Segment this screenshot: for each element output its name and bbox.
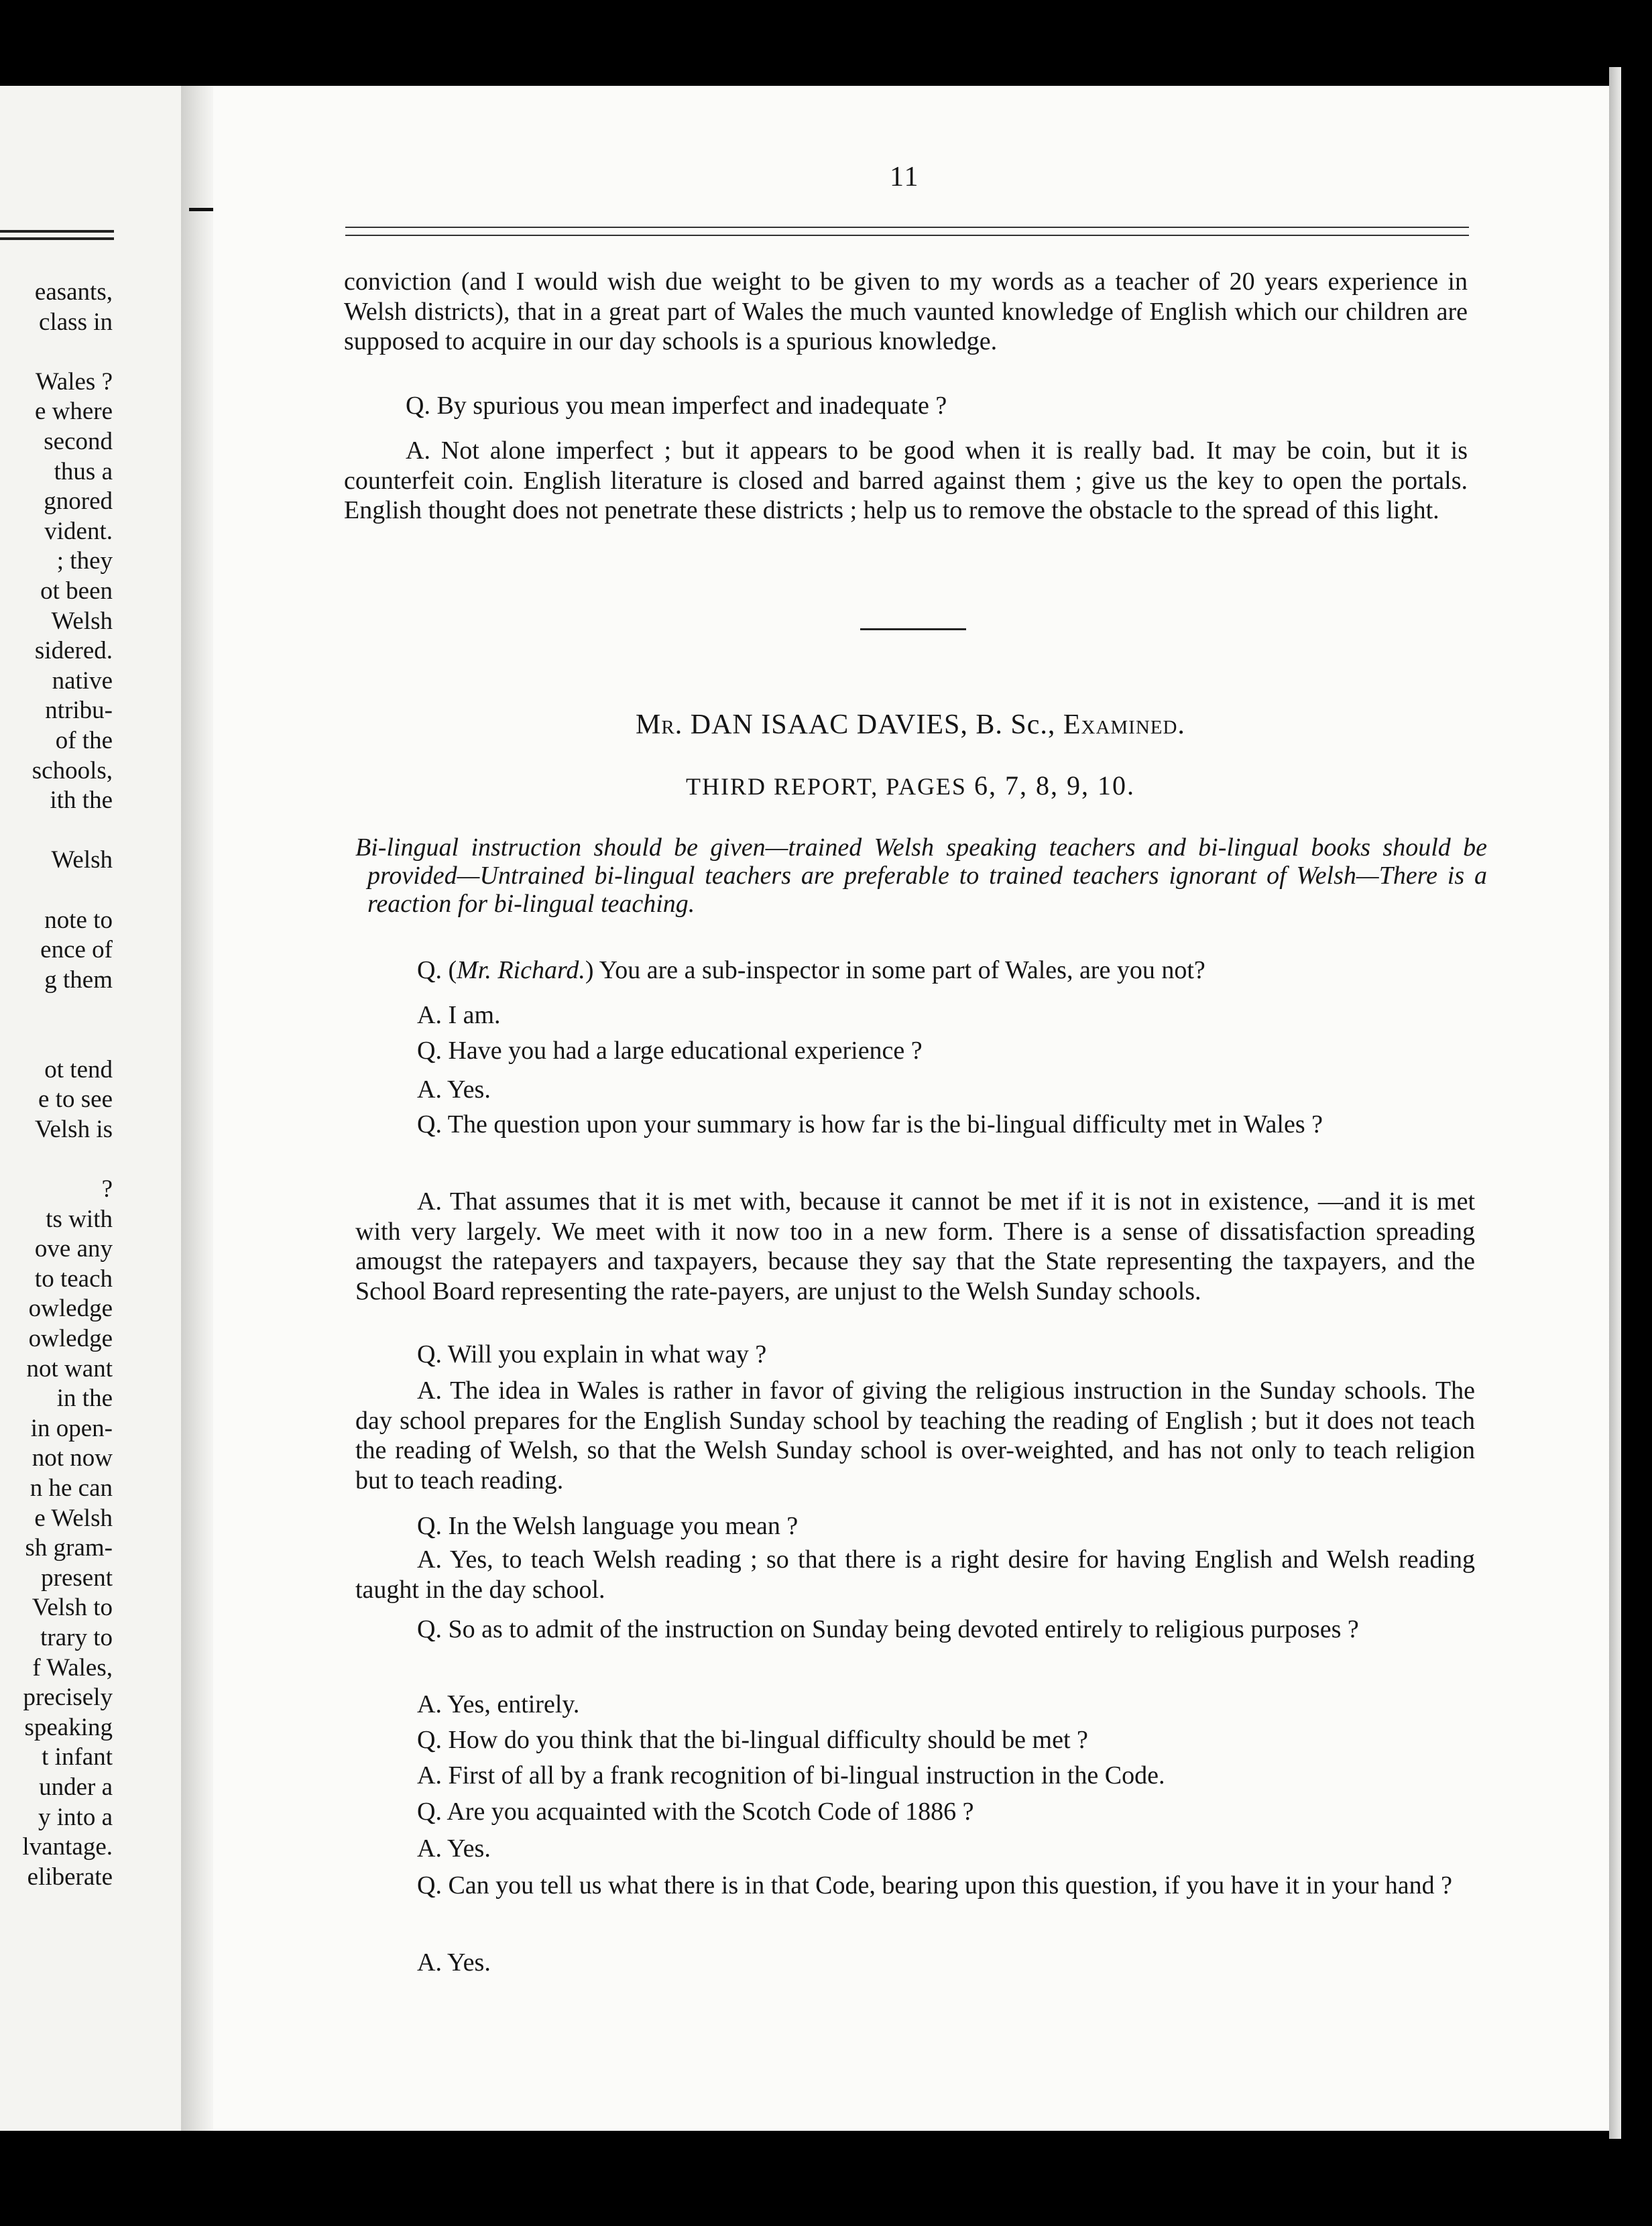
previous-page-line: eliberate <box>27 1863 113 1891</box>
left-page-rule <box>0 230 114 233</box>
previous-page-line: vident. <box>44 517 113 545</box>
previous-page-line: Welsh <box>51 607 113 635</box>
previous-page-line: precisely <box>23 1684 113 1712</box>
previous-page-line: sidered. <box>34 637 113 665</box>
previous-page-line: Velsh is <box>34 1115 113 1143</box>
question-paragraph: Q. Will you explain in what way ? <box>417 1340 767 1368</box>
previous-page-line: in open- <box>30 1414 113 1442</box>
report-pages: 6, 7, 8, 9, 10. <box>973 770 1135 801</box>
answer-paragraph: A. Yes. <box>417 1834 491 1863</box>
previous-page-line: ntribu- <box>45 697 113 725</box>
previous-page-line: Welsh <box>51 846 113 874</box>
continuation-paragraph: conviction (and I would wish due weight to be given to my words as a teacher of 20 years experience in Welsh districts), that in a great part of Wales the much vaunted knowledge of English which our children are supposed to acquire in our day schools is a spurious knowledge. <box>344 268 1468 355</box>
previous-page-line: present <box>41 1564 113 1592</box>
answer-paragraph: A. The idea in Wales is rather in favor of giving the religious instruction in the Sunday schools. The day school prepares for the English Sunday school by teaching the reading of English ; but it does not teach the reading of Welsh, so that the Welsh Sunday school is over-weighted, and has not only to teach religion but to teach reading. <box>355 1376 1475 1495</box>
heading-name: DAN ISAAC DAVIES, B. Sc., <box>690 709 1056 740</box>
previous-page-line: g them <box>44 965 113 994</box>
header-rule <box>345 227 1469 236</box>
previous-page-line: note to <box>44 906 113 934</box>
previous-page-line: speaking <box>24 1713 113 1741</box>
answer-paragraph: A. That assumes that it is met with, because it cannot be met if it is not in existence, —and it is met with very largely. We meet with it now too in a new form. There is a sense of dissatisfaction spreading amougst the ratepayers and taxpayers, because they say that the State representing the taxpayers, and the School Board representing the rate-payers, are unjust to the Welsh Sunday schools. <box>355 1187 1475 1305</box>
previous-page-line: thus a <box>54 457 113 485</box>
previous-page-line: trary to <box>40 1624 113 1651</box>
previous-page-line: ts with <box>46 1205 113 1233</box>
previous-page-line: native <box>52 666 113 695</box>
speaker-name: Mr. Richard. <box>457 956 585 984</box>
previous-page-line: ; they <box>56 547 113 575</box>
previous-page-line: owledge <box>28 1295 113 1323</box>
previous-page-line: ot tend <box>44 1055 113 1083</box>
previous-page-line: Velsh to <box>32 1594 113 1622</box>
gutter-shadow <box>181 86 215 2131</box>
previous-page-line: not want <box>26 1354 113 1383</box>
previous-page-line: class in <box>39 308 113 336</box>
question-paragraph <box>355 955 1475 986</box>
previous-page-line: easants, <box>34 278 113 306</box>
question-paragraph: Q. Can you tell us what there is in that Code, bearing upon this question, if you have it in your hand ? <box>417 1871 1453 1899</box>
previous-page-line: e Welsh <box>34 1504 113 1532</box>
previous-page-line: ot been <box>40 577 113 605</box>
previous-page-line: second <box>44 428 113 455</box>
previous-page-line: e to see <box>38 1086 113 1114</box>
question-paragraph: Q. How do you think that the bi-lingual difficulty should be met ? <box>417 1726 1088 1754</box>
answer-paragraph: A. Yes, to teach Welsh reading ; so that there is a right desire for having English and Welsh reading taught in the day school. <box>355 1545 1475 1604</box>
previous-page-line: sh gram- <box>25 1534 113 1562</box>
heading-prefix: Mr. <box>636 709 683 740</box>
report-label: THIRD REPORT, PAGES <box>686 773 967 800</box>
question-paragraph: Q. By spurious you mean imperfect and inadequate ? <box>406 392 947 420</box>
answer-paragraph: A. Yes. <box>417 1075 491 1104</box>
question-paragraph: Q. The question upon your summary is how far is the bi-lingual difficulty met in Wales ? <box>417 1110 1323 1138</box>
previous-page-line: owledge <box>28 1325 113 1352</box>
previous-page-line: of the <box>55 727 113 754</box>
previous-page-line: t infant <box>42 1743 113 1771</box>
answer-paragraph: A. I am. <box>417 1001 501 1029</box>
question-paragraph: Q. So as to admit of the instruction on Sunday being devoted entirely to religious purposes ? <box>417 1615 1359 1643</box>
report-reference <box>349 770 1472 801</box>
section-summary: Bi-lingual instruction should be given—trained Welsh speaking teachers and bi-lingual books should be provided—Untrained bi-lingual teachers are preferable to trained teachers ignorant of Welsh—There is a reaction for bi-lingual teaching. <box>355 833 1487 918</box>
previous-page-line: schools, <box>32 756 113 784</box>
previous-page-fragment <box>0 86 193 2131</box>
question-paragraph: Q. Are you acquainted with the Scotch Code of 1886 ? <box>417 1798 974 1826</box>
previous-page-line: ith the <box>50 786 113 815</box>
answer-paragraph: A. Not alone imperfect ; but it appears to be good when it is really bad. It may be coin, but it is counterfeit coin. English literature is closed and barred against them ; give us the key to open the portals. English thought does not penetrate these districts ; help us to remove the obstacle to the spread of this light. <box>344 436 1468 524</box>
previous-page-line: n he can <box>30 1474 113 1502</box>
previous-page-line: ence of <box>40 936 113 964</box>
previous-page-line: ove any <box>34 1235 113 1263</box>
section-heading <box>349 709 1472 741</box>
previous-page-line: to teach <box>34 1265 113 1293</box>
answer-paragraph: A. First of all by a frank recognition of bi-lingual instruction in the Code. <box>417 1761 1165 1790</box>
speaker-text: ) You are a sub-inspector in some part of Wales, are you not? <box>585 956 1205 984</box>
speaker-prefix: Q. ( <box>417 956 457 984</box>
previous-page-line: y into a <box>38 1803 113 1831</box>
previous-page-line: not now <box>32 1444 113 1472</box>
previous-page-line: f Wales, <box>32 1653 113 1682</box>
question-paragraph: Q. Have you had a large educational experience ? <box>417 1037 923 1065</box>
previous-page-line: under a <box>39 1773 113 1801</box>
previous-page-line: in the <box>56 1385 113 1413</box>
previous-page-line: gnored <box>44 487 113 516</box>
section-divider <box>860 628 966 630</box>
question-paragraph: Q. In the Welsh language you mean ? <box>417 1512 799 1540</box>
left-page-rule <box>0 237 114 240</box>
previous-page-line: ? <box>101 1175 113 1203</box>
answer-paragraph: A. Yes. <box>417 1948 491 1977</box>
previous-page-line: e where <box>34 398 113 426</box>
answer-paragraph: A. Yes, entirely. <box>417 1690 580 1718</box>
page-number: 11 <box>890 162 920 192</box>
heading-suffix: Examined. <box>1063 709 1185 740</box>
previous-page-line: Wales ? <box>35 367 113 396</box>
previous-page-line: lvantage. <box>22 1833 113 1861</box>
page-edge <box>1609 67 1621 2139</box>
